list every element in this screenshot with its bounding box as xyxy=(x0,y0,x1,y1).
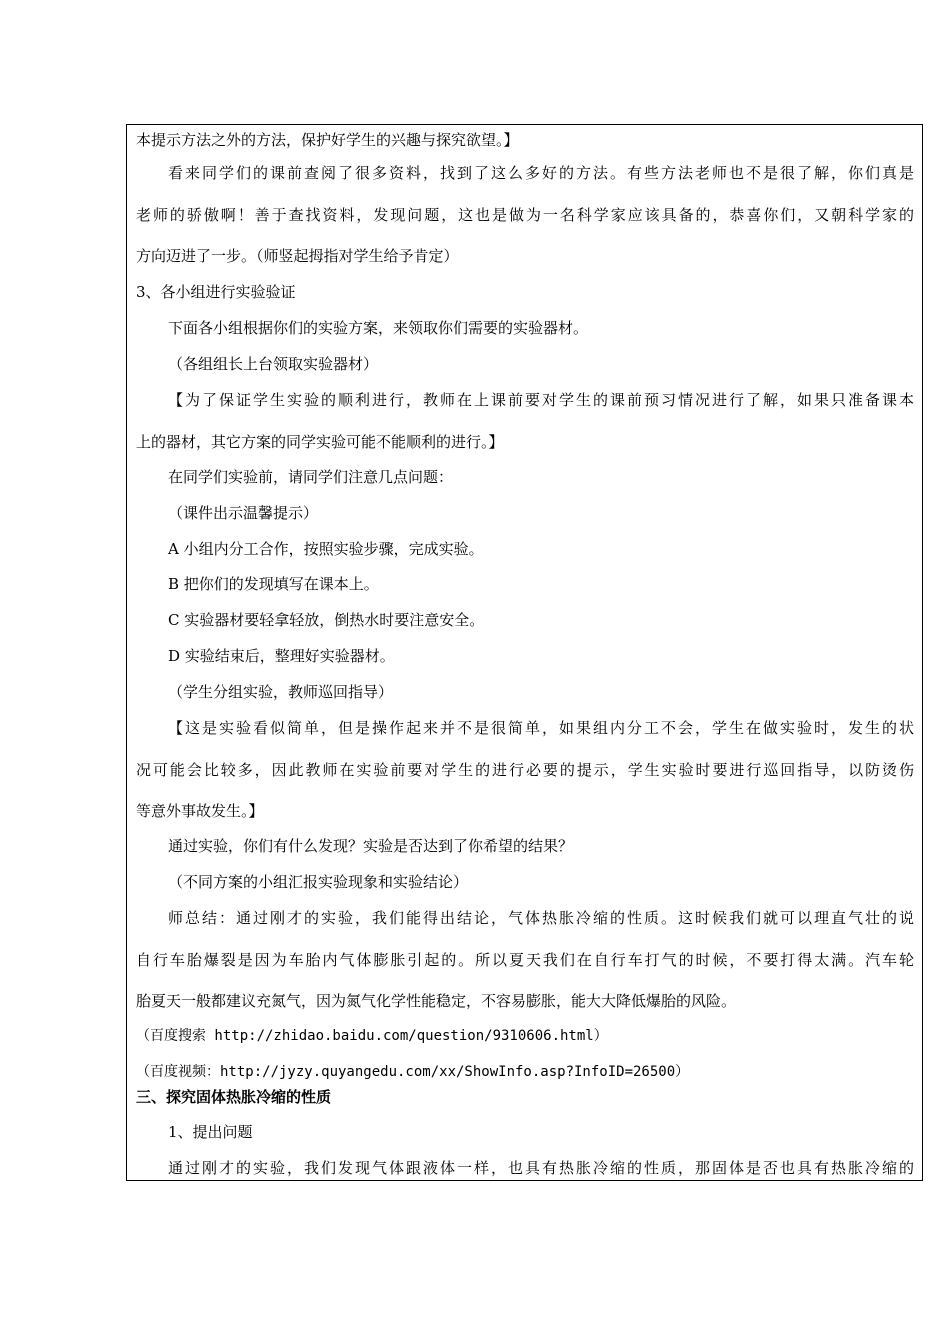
text-line: （学生分组实验，教师巡回指导） xyxy=(168,683,394,701)
text-line: 胎夏天一般都建议充氮气，因为氮气化学性能稳定，不容易膨胀，能大大降低爆胎的风险。 xyxy=(136,992,737,1010)
text-line: 【为了保证学生实验的顺利进行，教师在上课前要对学生的课前预习情况进行了解，如果只准备课本 xyxy=(168,391,914,409)
text-line: 方向迈进了一步。（师竖起拇指对学生给予肯定） xyxy=(136,247,459,265)
section-heading: 1、提出问题 xyxy=(168,1123,253,1141)
list-item: A 小组内分工合作，按照实验步骤，完成实验。 xyxy=(168,540,484,558)
text-line: 本提示方法之外的方法，保护好学生的兴趣与探究欲望。】 xyxy=(136,131,519,149)
text-line: 老师的骄傲啊！善于查找资料，发现问题，这也是做为一名科学家应该具备的，恭喜你们，又朝科学家的 xyxy=(136,206,914,224)
section-heading: 三、探究固体热胀冷缩的性质 xyxy=(136,1088,332,1106)
text-line: 上的器材，其它方案的同学实验可能不能顺利的进行。】 xyxy=(136,433,504,451)
reference-link: （百度视频：http://jyzy.quyangedu.com/xx/ShowInfo.asp?InfoID=26500） xyxy=(136,1064,690,1080)
text-line: （各组组长上台领取实验器材） xyxy=(168,355,379,373)
list-item: B 把你们的发现填写在课本上。 xyxy=(168,575,379,593)
reference-link: （百度搜索 http://zhidao.baidu.com/question/9310606.html） xyxy=(136,1028,608,1044)
text-line: 师总结：通过刚才的实验，我们能得出结论，气体热胀冷缩的性质。这时候我们就可以理直气壮的说 xyxy=(168,909,914,927)
text-line: 通过实验，你们有什么发现？实验是否达到了你希望的结果？ xyxy=(168,837,574,855)
text-line: 下面各小组根据你们的实验方案，来领取你们需要的实验器材。 xyxy=(168,319,589,337)
text-line: 在同学们实验前，请同学们注意几点问题： xyxy=(168,468,454,486)
text-line: 况可能会比较多，因此教师在实验前要对学生的进行必要的提示，学生实验时要进行巡回指导，以防烫伤 xyxy=(136,761,914,779)
text-line: 看来同学们的课前查阅了很多资料，找到了这么多好的方法。有些方法老师也不是很了解，你们真是 xyxy=(168,164,914,182)
text-line: （不同方案的小组汇报实验现象和实验结论） xyxy=(168,873,469,891)
text-line: 通过刚才的实验，我们发现气体跟液体一样，也具有热胀冷缩的性质，那固体是否也具有热胀冷缩的 xyxy=(168,1159,914,1177)
text-line: 自行车胎爆裂是因为车胎内气体膨胀引起的。所以夏天我们在自行车打气的时候，不要打得太满。汽车轮 xyxy=(136,951,914,969)
text-line: 等意外事故发生。】 xyxy=(136,802,264,820)
section-heading: 3、各小组进行实验验证 xyxy=(136,283,296,301)
list-item: D 实验结束后，整理好实验器材。 xyxy=(168,647,395,665)
text-line: 【这是实验看似简单，但是操作起来并不是很简单，如果组内分工不会，学生在做实验时，发生的状 xyxy=(168,719,914,737)
text-line: （课件出示温馨提示） xyxy=(168,504,319,522)
list-item: C 实验器材要轻拿轻放，倒热水时要注意安全。 xyxy=(168,611,485,629)
